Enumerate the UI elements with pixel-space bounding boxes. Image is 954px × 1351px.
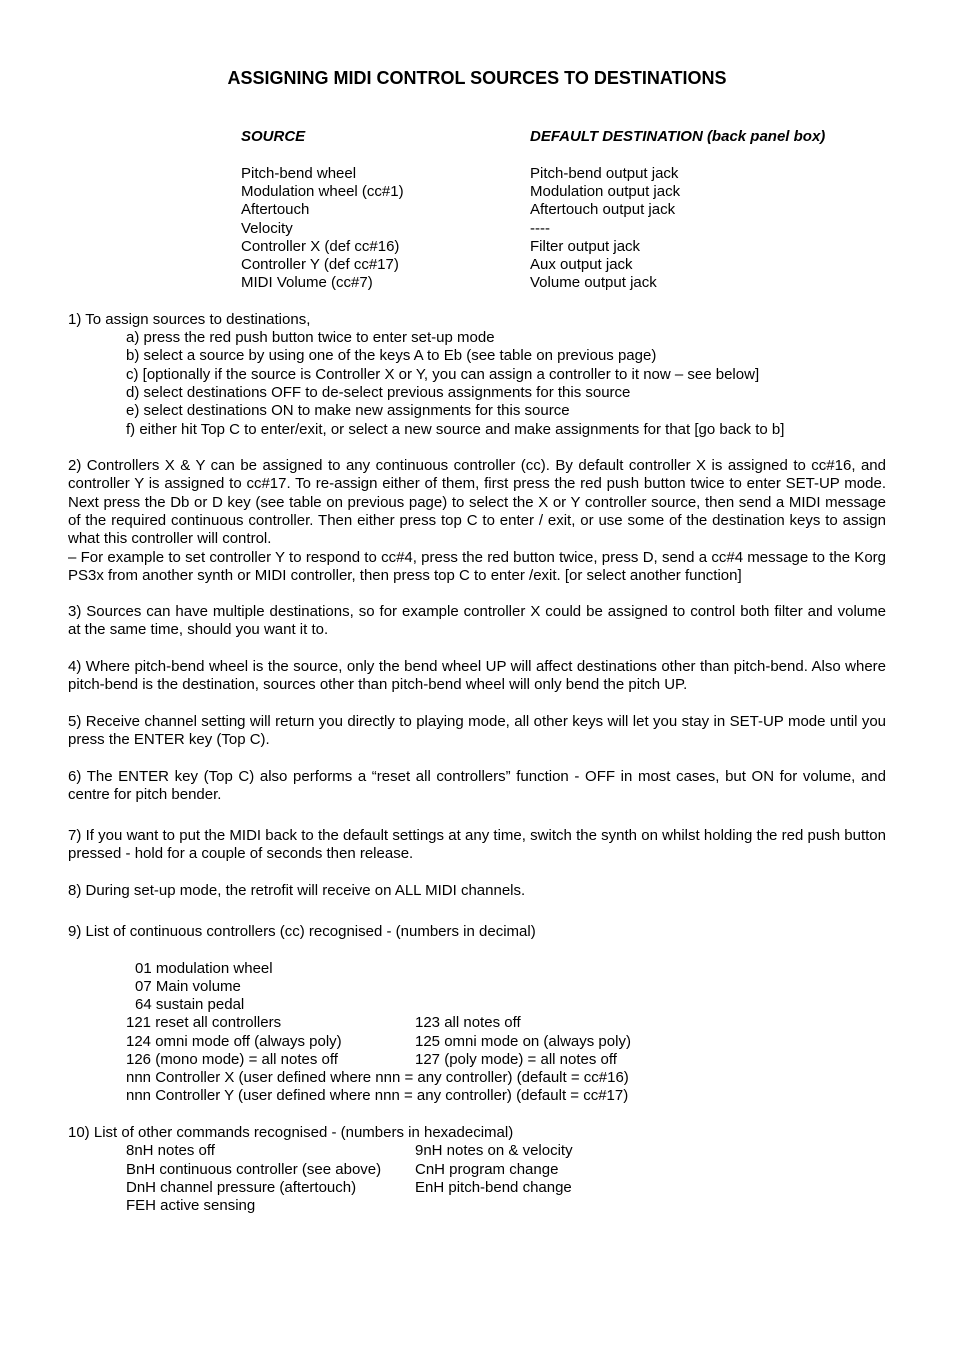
section-1-step: b) select a source by using one of the keys A to Eb (see table on previous page) xyxy=(126,347,657,364)
cc-list-item: nnn Controller Y (user defined where nnn = any controller) (default = cc#17) xyxy=(126,1087,629,1104)
section-2-example: – For example to set controller Y to respond to cc#4, press the red button twice, press D, send a cc#4 message to the Korg PS3x from another synth or MIDI controller, then press top C to enter /exit. [or select another function] xyxy=(68,549,886,585)
cc-list-item: 123 all notes off xyxy=(415,1014,521,1031)
destination-cell: ---- xyxy=(530,220,550,237)
command-list-item: 8nH notes off xyxy=(126,1142,215,1159)
section-8-paragraph: 8) During set-up mode, the retrofit will receive on ALL MIDI channels. xyxy=(68,882,526,899)
command-list-item: EnH pitch-bend change xyxy=(415,1179,572,1196)
section-4-paragraph: 4) Where pitch-bend wheel is the source, only the bend wheel UP will affect destinations other than pitch-bend. Also where pitch-bend is the destination, sources other than pitch-bend wheel will only bend the pitch UP. xyxy=(68,658,886,694)
cc-list-item: nnn Controller X (user defined where nnn = any controller) (default = cc#16) xyxy=(126,1069,629,1086)
section-7-paragraph: 7) If you want to put the MIDI back to the default settings at any time, switch the synth on whilst holding the red push button pressed - hold for a couple of seconds then release. xyxy=(68,827,886,863)
destination-cell: Modulation output jack xyxy=(530,183,681,200)
source-cell: Pitch-bend wheel xyxy=(241,165,357,182)
section-6-paragraph: 6) The ENTER key (Top C) also performs a “reset all controllers” function - OFF in most cases, but ON for volume, and centre for pitch bender. xyxy=(68,768,886,804)
cc-list-item: 125 omni mode on (always poly) xyxy=(415,1033,631,1050)
section-1-intro: 1) To assign sources to destinations, xyxy=(68,311,311,328)
page-title: ASSIGNING MIDI CONTROL SOURCES TO DESTINATIONS xyxy=(227,68,727,88)
source-cell: Aftertouch xyxy=(241,201,310,218)
section-9-intro: 9) List of continuous controllers (cc) recognised - (numbers in decimal) xyxy=(68,923,536,940)
section-1-step: f) either hit Top C to enter/exit, or select a new source and make assignments for that [go back to b] xyxy=(126,421,785,438)
cc-list-item: 07 Main volume xyxy=(135,978,241,995)
cc-list-item: 127 (poly mode) = all notes off xyxy=(415,1051,617,1068)
section-5-paragraph: 5) Receive channel setting will return you directly to playing mode, all other keys will let you stay in SET-UP mode until you press the ENTER key (Top C). xyxy=(68,713,886,749)
source-cell: Modulation wheel (cc#1) xyxy=(241,183,404,200)
section-2-paragraph: 2) Controllers X & Y can be assigned to any continuous controller (cc). By default controller X is assigned to cc#16, and controller Y is assigned to cc#17. To re-assign either of them, first press the red push button twice to enter SET-UP mode. Next press the Db or D key (see table on previous page) to select the X or Y controller source, then send a MIDI message of the required continuous controller. Then either press top C to enter / exit, or use some of the destination keys to assign what this controller will control. xyxy=(68,457,886,548)
source-cell: Velocity xyxy=(241,220,293,237)
source-column-header: SOURCE xyxy=(241,128,306,145)
command-list-item: 9nH notes on & velocity xyxy=(415,1142,573,1159)
section-1-step: d) select destinations OFF to de-select previous assignments for this source xyxy=(126,384,631,401)
section-10-intro: 10) List of other commands recognised - (numbers in hexadecimal) xyxy=(68,1124,514,1141)
section-1-step: c) [optionally if the source is Controller X or Y, you can assign a controller to it now – see below] xyxy=(126,366,760,383)
source-cell: Controller Y (def cc#17) xyxy=(241,256,399,273)
destination-cell: Filter output jack xyxy=(530,238,641,255)
section-1-step: e) select destinations ON to make new assignments for this source xyxy=(126,402,570,419)
cc-list-item: 64 sustain pedal xyxy=(135,996,245,1013)
section-1-step: a) press the red push button twice to enter set-up mode xyxy=(126,329,495,346)
cc-list-item: 124 omni mode off (always poly) xyxy=(126,1033,342,1050)
cc-list-item: 01 modulation wheel xyxy=(135,960,273,977)
destination-cell: Aux output jack xyxy=(530,256,633,273)
source-cell: Controller X (def cc#16) xyxy=(241,238,400,255)
destination-cell: Pitch-bend output jack xyxy=(530,165,679,182)
destination-column-header: DEFAULT DESTINATION (back panel box) xyxy=(530,128,826,145)
section-3-paragraph: 3) Sources can have multiple destinations, so for example controller X could be assigned to control both filter and volume at the same time, should you want it to. xyxy=(68,603,886,639)
source-cell: MIDI Volume (cc#7) xyxy=(241,274,373,291)
cc-list-item: 126 (mono mode) = all notes off xyxy=(126,1051,338,1068)
destination-cell: Volume output jack xyxy=(530,274,657,291)
command-list-item: BnH continuous controller (see above) xyxy=(126,1161,382,1178)
command-list-item: CnH program change xyxy=(415,1161,559,1178)
destination-cell: Aftertouch output jack xyxy=(530,201,676,218)
cc-list-item: 121 reset all controllers xyxy=(126,1014,282,1031)
command-list-item: DnH channel pressure (aftertouch) xyxy=(126,1179,357,1196)
command-list-item: FEH active sensing xyxy=(126,1197,256,1214)
